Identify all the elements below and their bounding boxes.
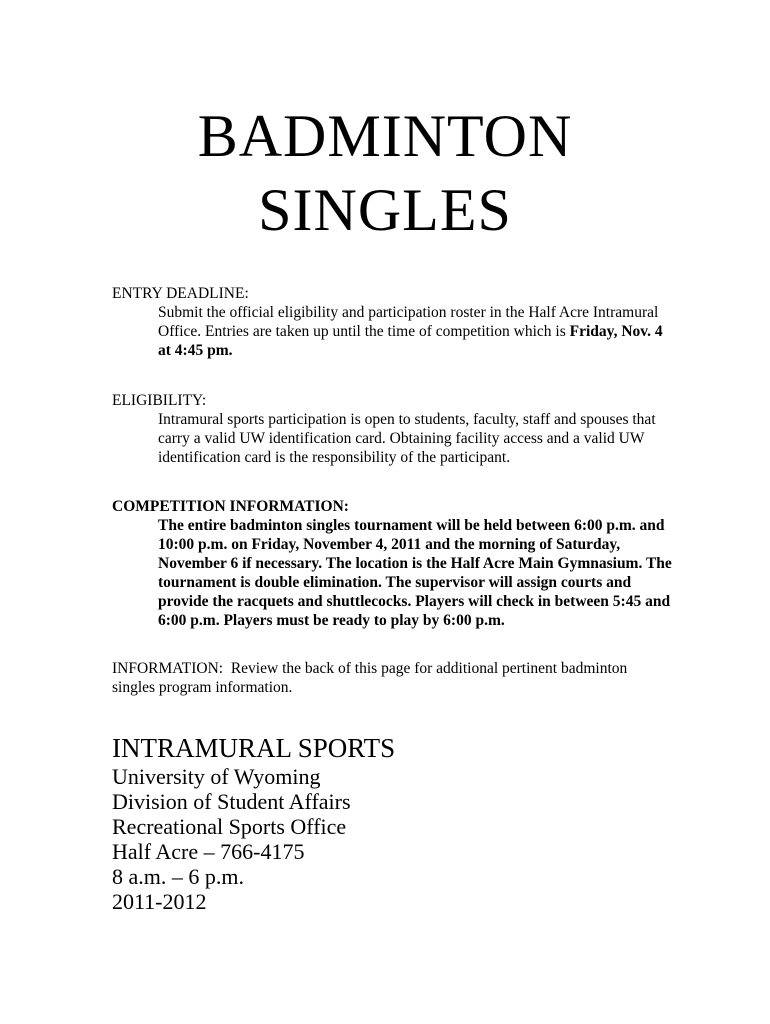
footer-title: INTRAMURAL SPORTS: [112, 733, 396, 763]
entry-deadline-text: [112, 303, 672, 360]
eligibility-label: ELIGIBILITY:: [112, 392, 207, 409]
eligibility-text: Intramural sports participation is open to students, faculty, staff and spouses that carry a valid UW identification card. Obtaining facility access and a valid UW identification card is the responsibility of the participant.: [158, 411, 656, 466]
entry-deadline-section: [112, 284, 672, 360]
information-label: INFORMATION:: [112, 660, 224, 677]
competition-label: COMPETITION INFORMATION:: [112, 498, 349, 515]
entry-deadline-label: ENTRY DEADLINE:: [112, 285, 249, 302]
entry-deadline-date: Friday, Nov. 4 at 4:45 pm.: [158, 323, 663, 359]
competition-text: The entire badminton singles tournament will be held between 6:00 p.m. and 10:00 p.m. on Friday, November 4, 2011 and the morning of Saturday, November 6 if necessary. The location is the Half Acre Main Gymnasium. The tournament is double elimination. The supervisor will assign courts and provide the racquets and shuttlecocks. Players will check in between 5:45 and 6:00 p.m. Players must be ready to play by 6:00 p.m.: [158, 517, 672, 629]
footer-line: Half Acre – 766-4175: [112, 839, 305, 864]
footer-line: University of Wyoming: [112, 764, 321, 789]
title-line-2: SINGLES: [258, 177, 512, 243]
footer-contact: [112, 733, 672, 914]
information-section: [112, 659, 672, 697]
footer-line: 2011-2012: [112, 889, 207, 914]
eligibility-section: [112, 391, 672, 467]
title-line-1: BADMINTON: [197, 103, 573, 169]
information-text: Review the back of this page for additional pertinent badminton singles program information.: [112, 660, 628, 696]
footer-line: Division of Student Affairs: [112, 789, 351, 814]
entry-deadline-text-plain: Submit the official eligibility and participation roster in the Half Acre Intramural Office. Entries are taken up until the time of competition which is: [158, 304, 659, 340]
footer-line: 8 a.m. – 6 p.m.: [112, 864, 244, 889]
competition-section: [112, 497, 672, 630]
footer-line: Recreational Sports Office: [112, 814, 347, 839]
